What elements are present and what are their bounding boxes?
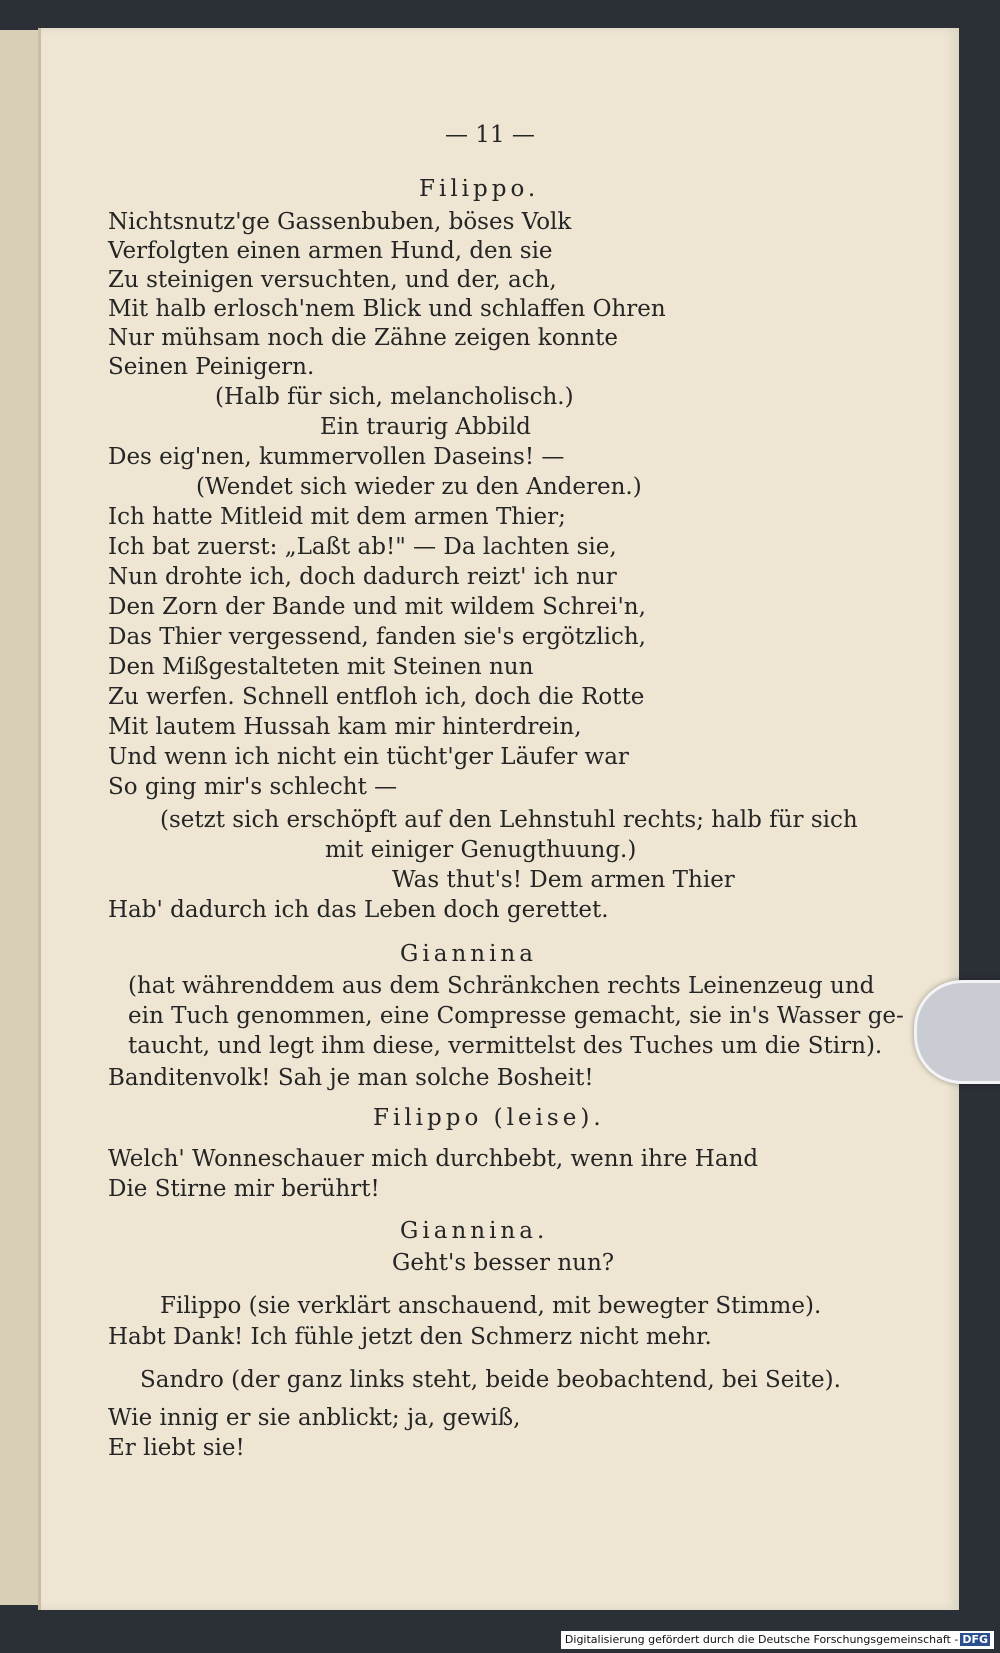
text-line: Nichtsnutz'ge Gassenbuben, böses Volk bbox=[108, 209, 572, 235]
text-line: Wie innig er sie anblickt; ja, gewiß, bbox=[108, 1405, 521, 1431]
text-line: Und wenn ich nicht ein tücht'ger Läufer war bbox=[108, 744, 629, 770]
text-line: Seinen Peinigern. bbox=[108, 354, 315, 380]
footer-text: Digitalisierung gefördert durch die Deutsche Forschungsgemeinschaft - bbox=[564, 1633, 959, 1646]
page-turn-tab[interactable] bbox=[914, 980, 1000, 1084]
stage-direction: ein Tuch genommen, eine Compresse gemacht, sie in's Wasser ge- bbox=[128, 1003, 904, 1029]
text-line: Was thut's! Dem armen Thier bbox=[392, 867, 735, 893]
stage-direction: taucht, und legt ihm diese, vermittelst des Tuches um die Stirn). bbox=[128, 1033, 883, 1059]
speaker-name: Giannina bbox=[400, 941, 537, 967]
text-line: Zu werfen. Schnell entfloh ich, doch die Rotte bbox=[108, 684, 645, 710]
text-line: Des eig'nen, kummervollen Daseins! — bbox=[108, 444, 565, 470]
text-line: Mit lautem Hussah kam mir hinterdrein, bbox=[108, 714, 582, 740]
text-line: Die Stirne mir berührt! bbox=[108, 1176, 380, 1202]
text-line: So ging mir's schlecht — bbox=[108, 774, 398, 800]
stage-direction: mit einiger Genugthuung.) bbox=[325, 837, 637, 863]
text-line: Welch' Wonneschauer mich durchbebt, wenn ihre Hand bbox=[108, 1146, 759, 1172]
text-line: Ein traurig Abbild bbox=[320, 414, 531, 440]
speaker-line: Sandro (der ganz links steht, beide beobachtend, bei Seite). bbox=[140, 1367, 841, 1393]
text-line: Habt Dank! Ich fühle jetzt den Schmerz nicht mehr. bbox=[108, 1324, 712, 1350]
speaker-name: Filippo (leise). bbox=[373, 1105, 605, 1131]
page-number: — 11 — bbox=[445, 122, 535, 148]
text-line: Verfolgten einen armen Hund, den sie bbox=[108, 238, 553, 264]
dfg-logo: DFG bbox=[962, 1633, 988, 1646]
text-line: Nun drohte ich, doch dadurch reizt' ich nur bbox=[108, 564, 617, 590]
stage-direction: (setzt sich erschöpft auf den Lehnstuhl rechts; halb für sich bbox=[160, 807, 858, 833]
speaker-name: Filippo. bbox=[419, 176, 540, 202]
stage-direction: (hat währenddem aus dem Schränkchen rechts Leinenzeug und bbox=[128, 973, 875, 999]
text-line: Mit halb erlosch'nem Blick und schlaffen Ohren bbox=[108, 296, 666, 322]
previous-page-edge bbox=[0, 30, 42, 1605]
text-line: Geht's besser nun? bbox=[392, 1250, 615, 1276]
text-line: Das Thier vergessend, fanden sie's ergötzlich, bbox=[108, 624, 646, 650]
footer-credit bbox=[561, 1631, 994, 1649]
text-line: Zu steinigen versuchten, und der, ach, bbox=[108, 267, 557, 293]
stage-direction: (Halb für sich, melancholisch.) bbox=[215, 384, 574, 410]
text-line: Hab' dadurch ich das Leben doch gerettet. bbox=[108, 897, 609, 923]
text-line: Nur mühsam noch die Zähne zeigen konnte bbox=[108, 325, 619, 351]
text-line: Er liebt sie! bbox=[108, 1435, 245, 1461]
text-line: Den Mißgestalteten mit Steinen nun bbox=[108, 654, 534, 680]
text-line: Ich hatte Mitleid mit dem armen Thier; bbox=[108, 504, 566, 530]
speaker-line: Filippo (sie verklärt anschauend, mit bewegter Stimme). bbox=[160, 1293, 822, 1319]
speaker-name: Giannina. bbox=[400, 1218, 549, 1244]
text-line: Ich bat zuerst: „Laßt ab!" — Da lachten sie, bbox=[108, 534, 617, 560]
text-line: Banditenvolk! Sah je man solche Bosheit! bbox=[108, 1065, 594, 1091]
text-line: Den Zorn der Bande und mit wildem Schrei'n, bbox=[108, 594, 646, 620]
stage-direction: (Wendet sich wieder zu den Anderen.) bbox=[196, 474, 642, 500]
